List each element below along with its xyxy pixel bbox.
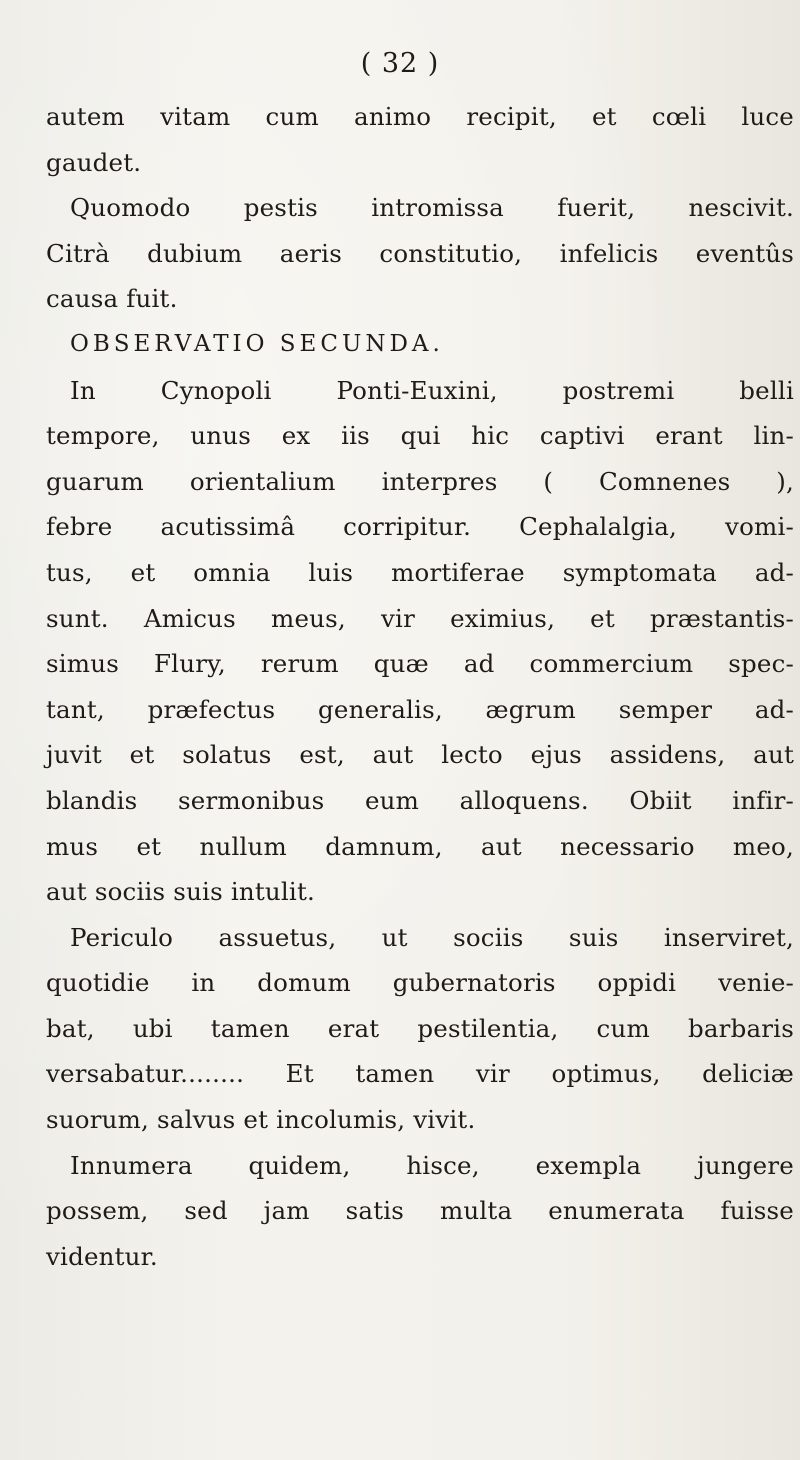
text-line: Periculo assuetus, ut sociis suis inserviret,	[70, 922, 794, 952]
text-line: versabatur........ Et tamen vir optimus, deliciæ	[46, 1059, 794, 1089]
text-line: tus, et omnia luis mortiferae symptomata ad-	[46, 557, 794, 587]
text-line: simus Flury, rerum quæ ad commercium spec-	[46, 649, 794, 679]
text-line: Citrà dubium aeris constitutio, infelicis eventûs	[46, 238, 794, 268]
text-line: suorum, salvus et incolumis, vivit.	[46, 1105, 476, 1135]
text-line: causa fuit.	[46, 284, 178, 314]
page-number: ( 32 )	[360, 48, 440, 79]
text-line: aut sociis suis intulit.	[46, 877, 315, 907]
text-line: quotidie in domum gubernatoris oppidi venie-	[46, 968, 794, 998]
text-line: Quomodo pestis intromissa fuerit, nescivit.	[70, 193, 794, 223]
text-line: blandis sermonibus eum alloquens. Obiit infir-	[46, 785, 794, 815]
text-line: possem, sed jam satis multa enumerata fuisse	[46, 1196, 794, 1226]
text-line: mus et nullum damnum, aut necessario meo,	[46, 831, 794, 861]
text-line: Innumera quidem, hisce, exempla jungere	[70, 1150, 794, 1180]
text-line: autem vitam cum animo recipit, et cœli luce	[46, 102, 794, 131]
text-line: guarum orientalium interpres ( Comnenes ),	[46, 466, 794, 496]
text-line: bat, ubi tamen erat pestilentia, cum barbaris	[46, 1013, 794, 1043]
text-line: febre acutissimâ corripitur. Cephalalgia, vomi-	[46, 512, 794, 542]
text-line: gaudet.	[46, 147, 142, 177]
text-line: juvit et solatus est, aut lecto ejus assidens, aut	[46, 740, 794, 770]
text-line: In Cynopoli Ponti-Euxini, postremi belli	[70, 375, 794, 405]
text-line: sunt. Amicus meus, vir eximius, et præstantis-	[46, 603, 794, 633]
body-text	[46, 94, 794, 1279]
text-line: tempore, unus ex iis qui hic captivi erant lin-	[46, 421, 794, 451]
section-heading: OBSERVATIO SECUNDA.	[70, 330, 444, 357]
text-line: videntur.	[46, 1241, 158, 1271]
text-line: tant, præfectus generalis, ægrum semper ad-	[46, 694, 794, 724]
